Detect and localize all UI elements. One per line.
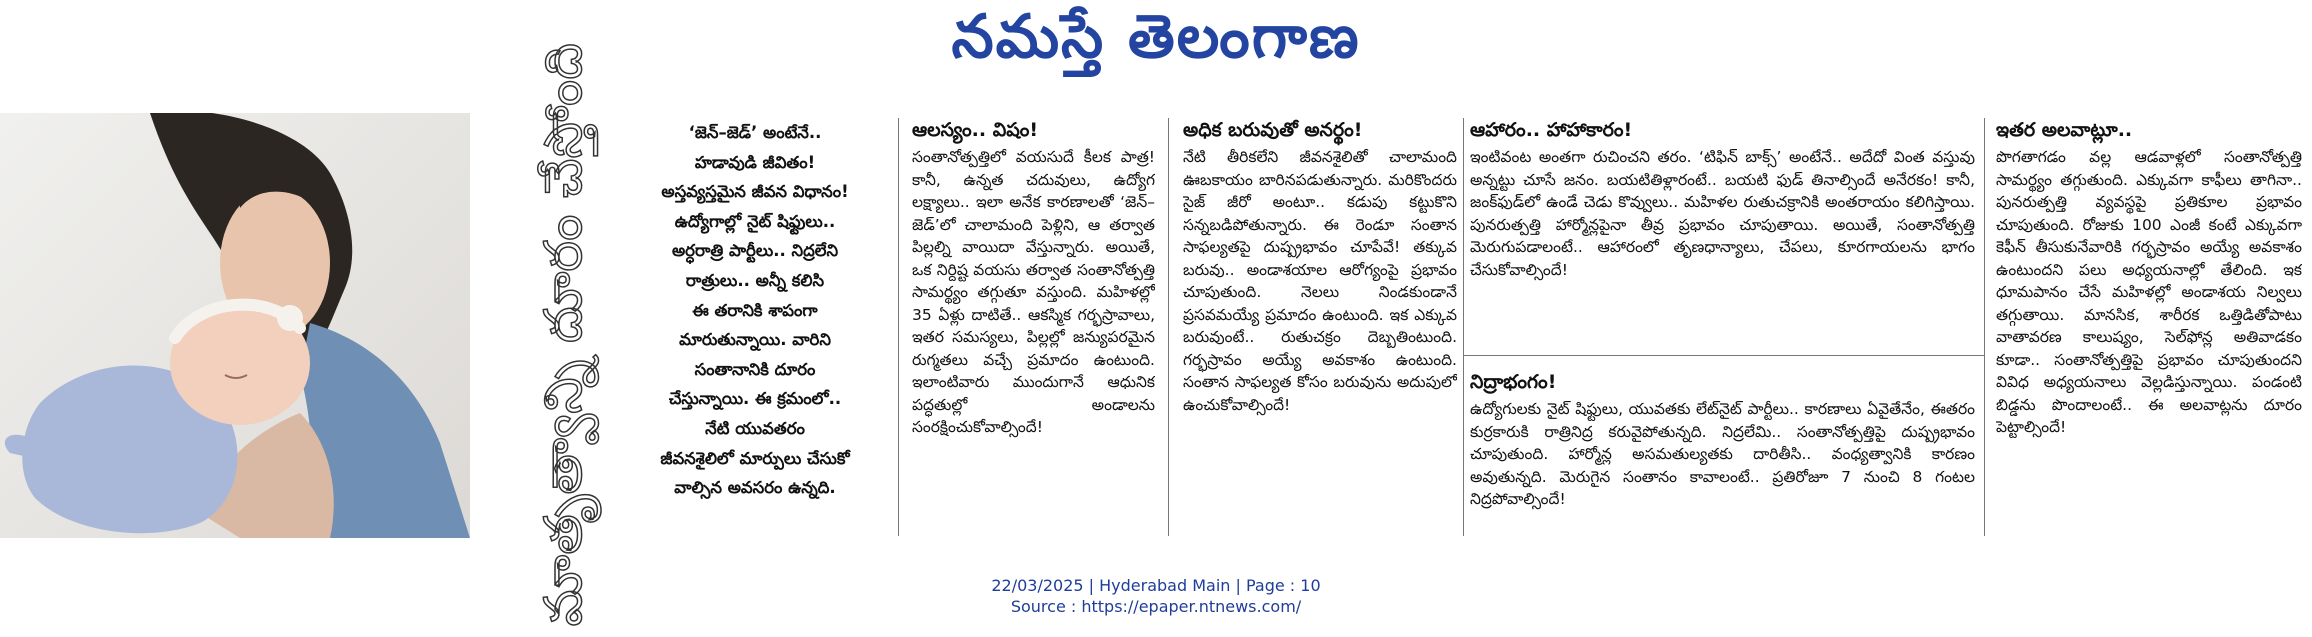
article-photo	[0, 113, 470, 538]
column-divider	[1463, 118, 1464, 536]
section-heading: ఆలస్యం.. విషం!	[912, 119, 1039, 141]
masthead	[0, 0, 2312, 88]
intro-line: వాల్సిన అవసరం ఉన్నది.	[674, 478, 836, 498]
source-link[interactable]: Source : https://epaper.ntnews.com/	[1010, 597, 1302, 616]
edition-info: 22/03/2025 | Hyderabad Main | Page : 10	[991, 576, 1321, 595]
vertical-headline	[520, 43, 610, 627]
column-divider	[898, 118, 899, 536]
section-sleep	[1470, 370, 1975, 540]
section-divider	[1463, 355, 1984, 356]
section-heading: అధిక బరువుతో అనర్థం!	[1183, 119, 1363, 141]
intro-line: రాత్రులు.. అన్నీ కలిసి	[685, 270, 825, 290]
column-divider	[1984, 118, 1985, 536]
section-body: పొగతాగడం వల్ల ఆడవాళ్లలో సంతానోత్పత్తి సామర్థ్యం తగ్గుతుంది. ఎక్కువగా కాఫీలు తాగినా.. పునరుత్పత్తి వ్యవస్థపై ప్రతికూల ప్రభావం చూపుతుంది. రోజుకు 100 ఎంజీ కంటే ఎక్కువగా కెఫీన్‌ తీసుకునేవారికి గర్భస్రావం అయ్యే అవకాశం ఉంటుందని పలు అధ్యయనాల్లో తేలింది. ఇక ధూమపానం చేసే మహిళల్లో అండాశయ నిల్వలు తగ్గుతాయి. మానసిక, శారీరక ఒత్తిడితోపాటు వాతావరణ కాలుష్యం, సెల్‌ఫోన్ల అతివాడకం కూడా.. సంతానోత్పత్తిపై ప్రభావం చూపుతుందని వివిధ అధ్యయనాలు వెల్లడిస్తున్నాయి. పండంటి బిడ్డను పొందాలంటే.. ఈ అలవాట్లను దూరం పెట్టాల్సిందే!	[1996, 148, 2302, 436]
intro-block	[630, 118, 880, 503]
section-habits	[1996, 118, 2302, 527]
section-delay	[912, 118, 1155, 527]
section-weight	[1183, 118, 1457, 527]
intro-line: మారుతున్నాయి. వారిని	[679, 330, 831, 350]
intro-line: సంతానానికి దూరం	[694, 359, 816, 379]
section-food	[1470, 118, 1975, 338]
intro-line: జీవనశైలిలో మార్పులు చేసుకో	[660, 448, 850, 468]
section-body: సంతానోత్పత్తిలో వయసుదే కీలక పాత్ర! కానీ, ఉన్నత చదువులు, ఉద్యోగ లక్ష్యాలు.. ఇలా అనేక కారణాలతో ‘జెన్‌–జెడ్‌’లో చాలామంది పెళ్లిని, ఆ తర్వాత పిల్లల్ని వాయిదా వేస్తున్నారు. అయితే, ఒక నిర్దిష్ట వయసు తర్వాత సంతానోత్పత్తి సామర్థ్యం తగ్గుతూ వస్తుంది. మహిళల్లో 35 ఏళ్లు దాటితే.. ఆకస్మిక గర్భస్రావాలు, ఇతర సమస్యలు, పిల్లల్లో జన్యుపరమైన రుగ్మతలు వచ్చే ప్రమాదం ఉంటుంది. ఇలాంటివారు ముందుగానే ఆధునిక పద్ధతుల్లో అండాలను సంరక్షించుకోవాల్సిందే!	[912, 148, 1155, 436]
intro-line: ఉద్యోగాల్లో నైట్‌ షిఫ్టులు..	[674, 211, 836, 231]
section-body: ఉద్యోగులకు నైట్‌ షిఫ్టులు, యువతకు లేట్‌నైట్‌ పార్టీలు.. కారణాలు ఏవైతేనేం, ఈతరం కుర్రకారుకి రాత్రినిద్ర కరువైపోతున్నది. నిద్రలేమి.. సంతానోత్పత్తిపై దుష్ప్రభావం చూపుతుంది. హార్మోన్ల అసమతుల్యతకు దారితీసి.. వంధ్యత్వానికి కారణం అవుతున్నది. మెరుగైన సంతానం కావాలంటే.. ప్రతిరోజూ 7 నుంచి 8 గంటల నిద్రపోవాల్సిందే!	[1470, 400, 1975, 508]
column-divider	[1168, 118, 1169, 536]
intro-line: ఈ తరానికి శాపంగా	[692, 300, 818, 320]
section-heading: నిద్రాభంగం!	[1470, 371, 1557, 393]
intro-line: హడావుడి జీవితం!	[694, 152, 816, 172]
section-heading: ఇతర అలవాట్లూ..	[1996, 119, 2133, 141]
newspaper-name: నమస్తే తెలంగాణ	[951, 2, 1361, 72]
headline-text: మాతృత్వాన్ని దూరం చేస్తోంది	[534, 43, 595, 627]
section-heading: ఆహారం.. హాహాకారం!	[1470, 119, 1633, 141]
section-body: ఇంటివంట అంతగా రుచించని తరం. ‘టిఫిన్‌ బాక్స్‌’ అంటేనే.. అదేదో వింత వస్తువు అన్నట్టు చూసే జనం. బయటితిళ్లారంటే.. బయటి ఫుడ్‌ తినాల్సిందే అనేరకం! కానీ, జంక్‌ఫుడ్‌లో ఉండే చెడు కొవ్వులు.. మహిళల రుతుచక్రానికి అంతరాయం కలిగిస్తాయి. పునరుత్పత్తి హార్మోన్లపైనా తీవ్ర ప్రభావం చూపుతాయి. అయితే, సంతానోత్పత్తి మెరుగుపడాలంటే.. ఆహారంలో తృణధాన్యాలు, చేపలు, కూరగాయలను భాగం చేసుకోవాల్సిందే!	[1470, 148, 1975, 279]
section-body: నేటి తీరికలేని జీవనశైలితో చాలామంది ఊబకాయం బారినపడుతున్నారు. మరికొందరు సైజ్‌ జీరో అంటూ.. కడుపు కట్టుకొని సన్నబడిపోతున్నారు. ఈ రెండూ సంతాన సాఫల్యతపై దుష్ప్రభావం చూపేవే! తక్కువ బరువు.. అండాశయాల ఆరోగ్యంపై ప్రభావం చూపుతుంది. నెలలు నిండకుండానే ప్రసవమయ్యే ప్రమాదం ఉంటుంది. ఇక ఎక్కువ బరువుంటే.. రుతుచక్రం దెబ్బతింటుంది. గర్భస్రావం అయ్యే అవకాశం ఉంటుంది. సంతాన సాఫల్యత కోసం బరువును అదుపులో ఉంచుకోవాల్సిందే!	[1183, 148, 1457, 414]
intro-line: అస్తవ్యస్తమైన జీవన విధానం!	[661, 182, 849, 202]
intro-line: చేస్తున్నాయి. ఈ క్రమంలో..	[668, 389, 842, 409]
intro-line: నేటి యువతరం	[705, 418, 805, 438]
footer	[0, 575, 2312, 617]
intro-line: ‘జెన్‌–జెడ్‌’ అంటేనే..	[688, 123, 822, 142]
intro-line: అర్ధరాత్రి పార్టీలు.. నిద్రలేని	[671, 241, 839, 261]
